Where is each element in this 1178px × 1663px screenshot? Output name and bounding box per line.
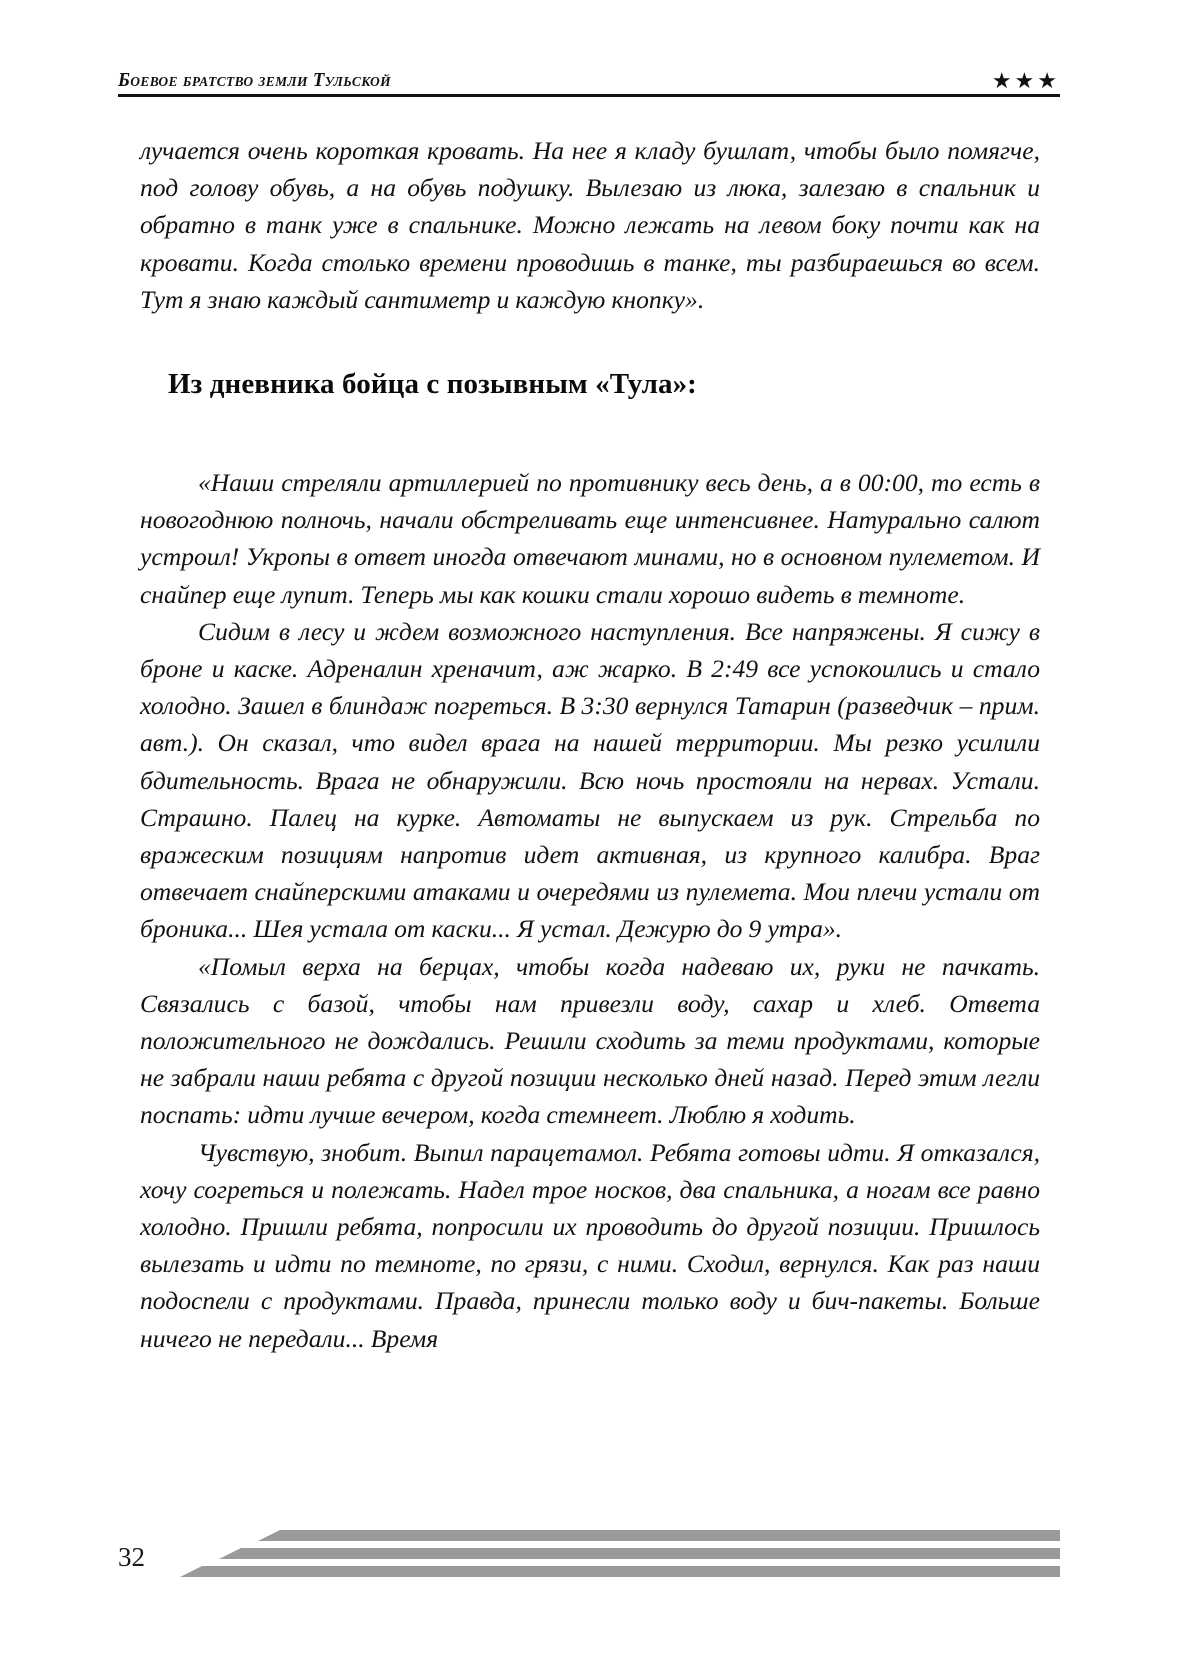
body-paragraph: Чувствую, знобит. Выпил парацетамол. Ребята готовы идти. Я отказался, хочу согреться и полежать. Надел трое носков, два спальника, а ногам все равно холодно. Пришли ребята, попросили их проводить до другой позиции. Пришлось вылезать и идти по темноте, по грязи, с ними. Сходил, вернулся. Как раз наши подоспели с продуктами. Правда, принесли только воду и бич-пакеты. Больше ничего не передали... Время (140, 1137, 1040, 1353)
section-heading: Из дневника бойца с позывным «Тула»: (168, 368, 697, 401)
text-column (140, 132, 1040, 1357)
body-paragraph: Сидим в лесу и ждем возможного наступления. Все напряжены. Я сижу в броне и каске. Адреналин хреначит, аж жарко. В 2:49 все успокоились и стало холодно. Зашел в блиндаж погреться. В 3:30 вернулся Татарин (разведчик – прим. авт.). Он сказал, что видел врага на нашей территории. Мы резко усилили бдительность. Врага не обнаружили. Всю ночь простояли на нервах. Устали. Страшно. Палец на курке. Автоматы не выпускаем из рук. Стрельба по вражеским позициям напротив идет активная, из крупного калибра. Враг отвечает снайперскими атаками и очередями из пулемета. Мои плечи устали от броника... Шея устала от каски... Я устал. Дежурю до 9 утра». (140, 616, 1040, 944)
page-number: 32 (118, 1542, 145, 1572)
three-stars-icon: ★★★ (991, 68, 1060, 93)
ornament-bar (219, 1548, 1060, 1559)
running-head (118, 52, 1060, 92)
header-rule (118, 94, 1060, 97)
running-head-title: Боевое братство земли Тульской (118, 70, 391, 91)
body-paragraph: «Помыл верха на берцах, чтобы когда надеваю их, руки не пачкать. Связались с базой, чтобы нам привезли воду, сахар и хлеб. Ответа положительного не дождались. Решили сходить за теми продуктами, которые не забрали наши ребята с другой позиции несколько дней назад. Перед этим легли поспать: идти лучше вечером, когда стемнеет. Люблю я ходить. (140, 951, 1040, 1130)
spacer-after-heading (140, 402, 1040, 464)
ornament-bar (258, 1530, 1060, 1541)
continued-paragraph: лучается очень короткая кровать. На нее я кладу бушлат, чтобы было помягче, под голову обувь, а на обувь подушку. Вылезаю из люка, залезаю в спальник и обратно в танк уже в спальнике. Можно лежать на левом боку почти как на кровати. Когда столько времени проводишь в танке, ты разбираешься во всем. Тут я знаю каждый сантиметр и каждую кнопку». (140, 136, 1040, 314)
ornament-bar (180, 1566, 1060, 1577)
footer-ornament (180, 1528, 1060, 1586)
spacer-before-heading (140, 318, 1040, 366)
body-paragraph: «Наши стреляли артиллерией по противнику весь день, а в 00:00, то есть в новогоднюю полночь, начали обстреливать еще интенсивнее. Натурально салют устроил! Укропы в ответ иногда отвечают минами, но в основном пулеметом. И снайпер еще лупит. Теперь мы как кошки стали хорошо видеть в темноте. (140, 468, 1040, 609)
page-footer (118, 1528, 1060, 1592)
